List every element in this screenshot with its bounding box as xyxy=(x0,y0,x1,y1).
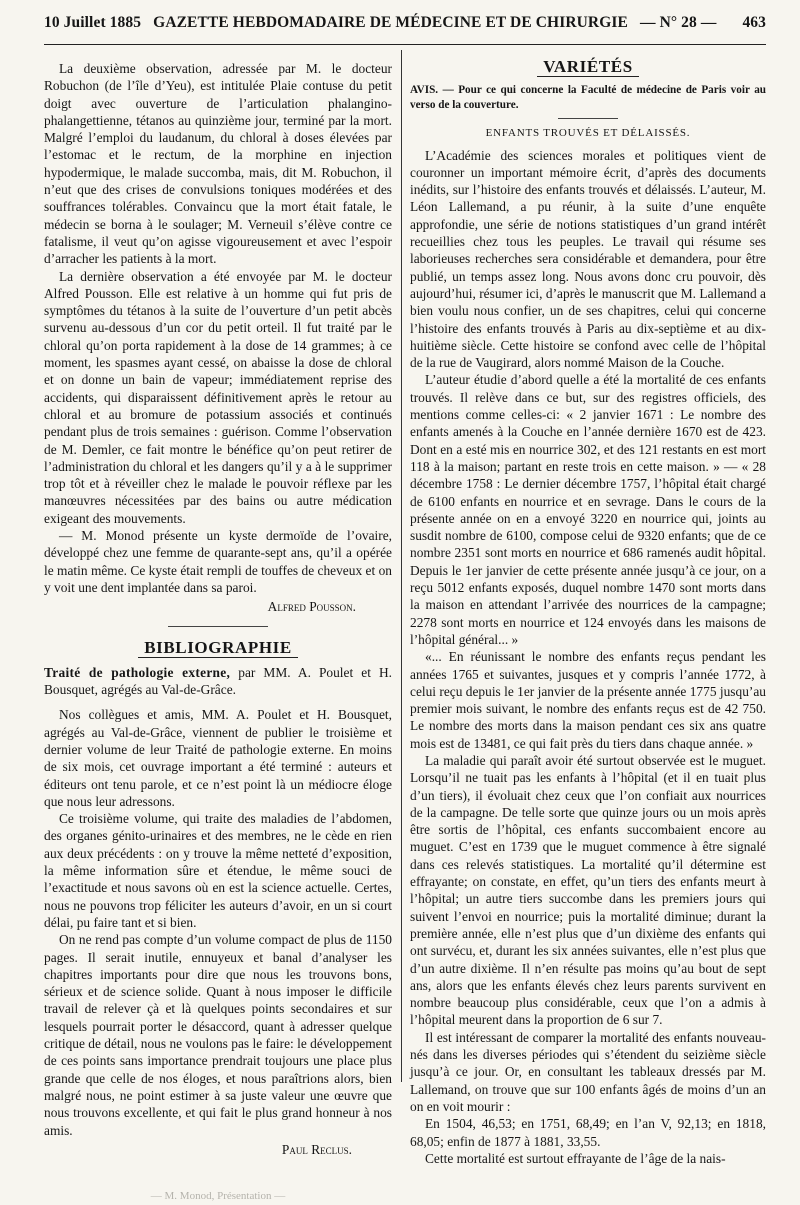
paragraph: La deuxième observation, adressée par M. le docteur Robuchon (de l’île d’Yeu), est intitulée Plaie contuse du petit doigt avec ouverture de l’articulation phalangino-phalangettienne, tétanos au quinzième jour, terminé par la mort. Malgré l’emploi du laudanum, du chloral à doses élevées par l’estomac et le rectum, de la morphine en injection hypodermique, le malade succomba, mais, dit M. Robuchon, il n’eut que des crises de convulsions toniques modérées et des souffrances tolérables. Convaincu que la mort était fatale, le médecin se borna à le soulager; M. Verneuil s’élève contre ce fatalisme, il veut qu’on agisse vigoureusement et avec l’espoir d’arracher les patients à la mort. xyxy=(44,61,392,267)
header-rule xyxy=(44,44,766,45)
paragraph: — M. Monod présente un kyste dermoïde de l’ovaire, développé chez une femme de quarante-sept ans, qu’il a opérée le matin même. Ce kyste était rempli de touffes de cheveux et on y voit une dent implantée dans sa paroi. xyxy=(44,528,392,595)
paragraph: En 1504, 46,53; en 1751, 68,49; en l’an V, 92,13; en 1818, 68,05; enfin de 1877 à 1881, 33,55. xyxy=(410,1116,766,1149)
right-column xyxy=(410,57,767,1166)
paragraph: Il est intéressant de comparer la mortalité des enfants nouveau-nés dans les diverses périodes qui s’étendent du seizième siècle jusqu’à ce jour. Or, en consultant les tableaux dressés par M. Lallemand, on trouve que sur 100 enfants âgés de moins d’un an on en voit mourir : xyxy=(410,1029,766,1114)
book-authors: par MM. A. Poulet et H. Bousquet, agrégés au Val-de-Grâce. xyxy=(44,664,392,698)
column-divider xyxy=(401,50,402,1082)
section-title xyxy=(44,639,392,658)
section-title-text: VARIÉTÉS xyxy=(537,58,639,77)
paragraph: Cette mortalité est surtout effrayante de l’âge de la nais- xyxy=(425,1150,726,1166)
page-header xyxy=(44,8,766,38)
book-title xyxy=(44,664,392,699)
notice xyxy=(410,83,766,112)
bleed-through-text: — M. Monod, Présentation — xyxy=(150,1190,286,1203)
section-title-text: BIBLIOGRAPHIE xyxy=(138,639,298,658)
journal-title: GAZETTE HEBDOMADAIRE DE MÉDECINE ET DE CHIRURGIE xyxy=(153,14,628,31)
paragraph: La dernière observation a été envoyée par M. le docteur Alfred Pousson. Elle est relative à un homme qui fut pris de symptômes du tétanos à la suite de l’ouverture d’un petit abcès survenu au-dessous d’un cor du petit orteil. Il fut traité par le chloral qu’on porta rapidement à la dose de 14 grammes; à ce moment, les spasmes ayant cessé, on abaisse la dose de chloral et on donne un bain de vapeur; immédiatement reprise des accidents, qui disparaissent définitivement après le retour au chloral et au bromure de potassium associés et continués pendant plus de trois semaines : guérison. Comme l’observation de M. Demler, ce fait montre le bénéfice qu’on peut retirer de l’administration du chloral et les dangers qu’il y a à le supprimer trop tôt et à réveiller chez le malade le pouvoir réflexe par les manœuvres nécessitées par des bains ou autre médication exigeant des mouvements. xyxy=(44,268,392,526)
section-title xyxy=(410,58,766,77)
paragraph: «... En réunissant le nombre des enfants reçus pendant les années 1765 et suivantes, jusques et y compris l’année 1772, à celui reçu depuis le 1er janvier de la présente année 1775 jusqu’au premier mois suivant, le nombre des enfants reçus est de 42 750. Le nombre des morts dans la maison pendant ces six ans quatre mois est de 13481, ce qui fait près du tiers dans chaque année. » xyxy=(410,649,766,751)
paragraph: On ne rend pas compte d’un volume compact de plus de 1150 pages. Il serait inutile, ennuyeux et banal d’analyser les chapitres importants pour dire que nous les trouvons bons, sérieux et de science solide. Quant à nous imposer le difficile travail de relever çà et là quelques points secondaires et sur lesquels pourrait porter le désaccord, quant à adresser quelque critique de détail, nous ne voulons pas le faire: le développement de ces points sans importance prendrait toujours une place plus grande que celle de nos éloges, et nous paraîtrions alors, bien malgré nous, ne point estimer à sa juste valeur une œuvre que nous trouvons excellente, et qui fait le plus grand honneur à nos amis. xyxy=(44,932,392,1138)
paragraph: Ce troisième volume, qui traite des maladies de l’abdomen, des organes génito-urinaires et des membres, ne le cède en rien aux deux précédents : on y trouve la même netteté d’exposition, la même information sûre et étendue, le même souci de l’exactitude et nous savons où en est la science actuelle. Certes, nous ne pouvons trop féliciter les auteurs d’avoir, en un si court délai, pu faire tant et si bien. xyxy=(44,811,392,930)
book-title-text: Traité de pathologie externe, xyxy=(44,664,231,680)
paragraph: Nos collègues et amis, MM. A. Poulet et H. Bousquet, agrégés au Val-de-Grâce, viennent de publier le troisième et dernier volume de leur Traité de pathologie externe. En moins de six mois, cet ouvrage important a été terminé : auteurs et éditeurs ont tenu parole, et ce n’est point là un médiocre éloge que nous leur adressons. xyxy=(44,707,392,809)
article-subheading: ENFANTS TROUVÉS ET DÉLAISSÉS. xyxy=(485,127,691,140)
issue-number: — N° 28 — xyxy=(640,14,717,31)
signature: Paul Reclus. xyxy=(281,1141,352,1157)
signature: Alfred Pousson. xyxy=(267,599,356,615)
paragraph: L’auteur étudie d’abord quelle a été la mortalité de ces enfants trouvés. Il relève dans ce but, sur des registres officiels, des mentions comme celles-ci: « 2 janvier 1671 : Le nombre des enfants amenés à la Couche en l’année dernière 1670 est de 423. Dont en a esté mis en nourrice 302, et des 121 restants en est mort 118 à la maison; partant en reste trois en cette maison. » — « 28 décembre 1758 : Le dernier décembre 1757, l’hôpital était chargé de 6100 enfants en nourrice et en sevrage. Dans le cours de la présente année on en a envoyé 3220 en nourrice qui, joints au susdit nombre de 6100, compose celui de 9320 enfants; que de ce nombre 2351 sont morts en nourrice et 686 ramenés audit hôpital. Depuis le 1er janvier de cette présente année jusqu’à ce jour, on a reçu 5012 enfants exposés, duquel nombre 1470 sont morts dans la maison en attendant l’arrivée des nourrices de la campagne; 2278 sont morts en nourrice et 124 envoyés dans les maisons de l’hôpital général... » xyxy=(410,372,766,647)
notice-label: AVIS. xyxy=(410,84,439,97)
header-date: 10 Juillet 1885 xyxy=(44,14,142,31)
notice-text: — Pour ce qui concerne la Faculté de médecine de Paris voir au verso de la couverture. xyxy=(410,84,767,111)
left-column xyxy=(44,60,392,1203)
paragraph: La maladie qui paraît avoir été surtout observée est le muguet. Lorsqu’il ne tuait pas les enfants à l’hôpital (et il en tuait plus d’un tiers), il évoluait chez ceux que l’on confiait aux nourrices de la campagne. De telle sorte que quinze jours ou un mois après être sortis de l’hôpital, ces enfants succombaient encore au muguet. C’est en 1739 que le muguet commence à être signalé dans ces relevés statistiques. La mortalité qu’il détermine est effrayante; on constate, en effet, qu’un tiers des enfants meurt à l’hôpital; un autre tiers succombe dans les premiers jours qui suivent l’envoi en nourrice; puis la mortalité diminue; durant la première année, elle n’est plus que d’un dixième des enfants qui ont survécu, et, durant les six années suivantes, elle n’est plus que d’un autre dixième. Il n’en résulte pas moins qu’au bout de sept ans, alors que les enfants élevés chez leurs parents survivent en nombre beaucoup plus considérable, ceux que l’on a admis à l’hôpital meurent dans la proportion de 6 sur 7. xyxy=(410,752,766,1028)
paragraph: L’Académie des sciences morales et politiques vient de couronner un important mémoire écrit, d’après des documents inédits, sur l’histoire des enfants trouvés et délaissés. L’auteur, M. Léon Lallemand, a pu réunir, à la suite d’une enquête approfondie, une série de notions statistiques d’un grand intérêt recueillies chez tous les peuples. Le travail qui résume ses laborieuses recherches sera considérable et demandera, pour être publié, un temps assez long. Nous avons donc cru pouvoir, dès aujourd’hui, résumer ici, d’après le manuscrit que M. Lallemand a bien voulu nous confier, un de ses chapitres, celui qui concerne l’histoire des enfants trouvés à Paris au dix-septième et au dix-huitième siècle. Cette histoire se confond avec celle de l’hôpital de la rue de Vaugirard, alors nommé Maison de la Couche. xyxy=(410,147,766,371)
separator xyxy=(168,626,268,627)
separator xyxy=(558,118,618,119)
page-number: 463 xyxy=(742,14,766,31)
